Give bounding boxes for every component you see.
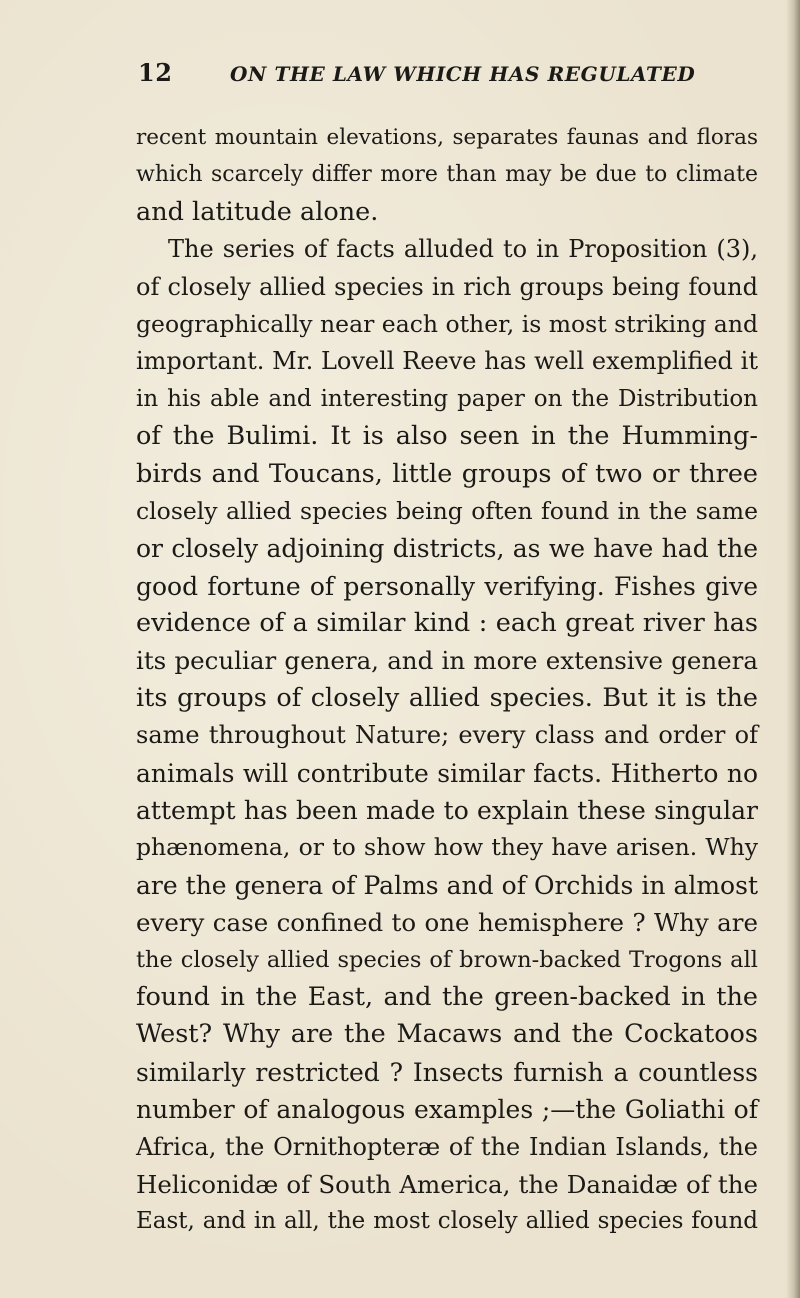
body-text xyxy=(136,119,758,1241)
text-line: Heliconidæ of South America, the Danaidæ of the xyxy=(136,1169,758,1199)
text-line: found in the East, and the green-backed in the xyxy=(136,981,758,1012)
text-line: attempt has been made to explain these singular xyxy=(136,796,758,826)
text-line: evidence of a similar kind : each great river has xyxy=(136,608,758,639)
text-line: similarly restricted ? Insects furnish a countless xyxy=(136,1057,758,1087)
page-edge xyxy=(786,0,800,1298)
text-line: number of analogous examples ;—the Goliathi of xyxy=(136,1095,758,1125)
text-line: animals will contribute similar facts. Hitherto no xyxy=(136,758,758,788)
text-line: closely allied species being often found in the same xyxy=(136,496,758,525)
text-line: or closely adjoining districts, as we have had the xyxy=(136,534,758,564)
text-line: its groups of closely allied species. But it is the xyxy=(136,682,758,713)
text-line: recent mountain elevations, separates faunas and floras xyxy=(136,125,758,150)
page-header xyxy=(138,58,758,98)
text-line: of the Bulimi. It is also seen in the Humming- xyxy=(136,421,758,452)
text-line: in his able and interesting paper on the Distribution xyxy=(136,385,758,412)
text-line: West? Why are the Macaws and the Cockatoos xyxy=(136,1019,758,1050)
running-head: ON THE LAW WHICH HAS REGULATED xyxy=(230,62,696,86)
text-line: the closely allied species of brown-backed Trogons all xyxy=(136,946,758,973)
text-line: good fortune of personally verifying. Fishes give xyxy=(136,571,758,601)
text-line: East, and in all, the most closely allied species found xyxy=(136,1208,758,1235)
text-line: birds and Toucans, little groups of two or three xyxy=(136,458,758,489)
text-line: same throughout Nature; every class and order of xyxy=(136,721,758,750)
text-line: which scarcely differ more than may be due to climate xyxy=(136,162,758,188)
text-line: Africa, the Ornithopteræ of the Indian Islands, the xyxy=(136,1132,758,1161)
text-line: geographically near each other, is most striking and xyxy=(136,309,758,338)
text-line: its peculiar genera, and in more extensive genera xyxy=(136,646,758,676)
text-line: of closely allied species in rich groups being found xyxy=(136,272,758,301)
text-line: every case confined to one hemisphere ? Why are xyxy=(136,908,758,938)
text-line: The series of facts alluded to in Proposition (3), xyxy=(168,235,758,264)
page-number: 12 xyxy=(138,58,173,87)
text-line: phænomena, or to show how they have arisen. Why xyxy=(136,833,758,862)
text-line: important. Mr. Lovell Reeve has well exemplified it xyxy=(136,347,758,376)
text-line: and latitude alone. xyxy=(136,196,379,227)
text-line: are the genera of Palms and of Orchids in almost xyxy=(136,870,758,900)
